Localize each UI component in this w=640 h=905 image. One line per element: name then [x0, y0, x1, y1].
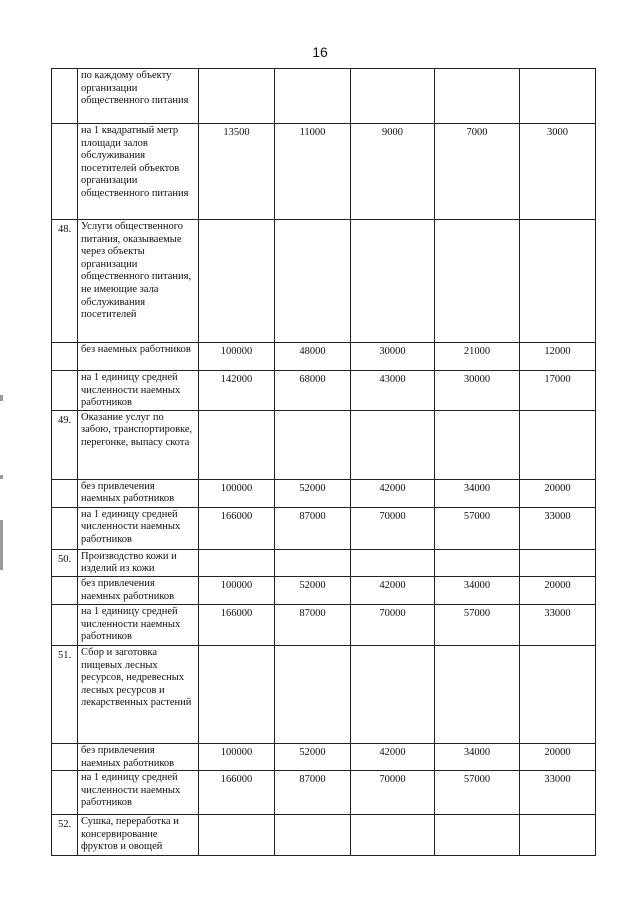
rate-value-cell: 42000 [351, 479, 435, 507]
rate-value-cell: 100000 [199, 743, 275, 770]
rate-value-cell: 30000 [351, 343, 435, 371]
row-label: Производство кожи и изделий из кожи [78, 549, 199, 576]
rate-value-cell: 20000 [520, 743, 596, 770]
row-label: на 1 единицу средней численности наемных работников [78, 771, 199, 815]
rate-value-cell: 3000 [520, 124, 596, 220]
rate-value-cell [199, 645, 275, 743]
rate-value-cell: 13500 [199, 124, 275, 220]
rate-value-cell [275, 645, 351, 743]
rate-value-cell [435, 69, 520, 124]
rate-value-cell [199, 69, 275, 124]
rate-value-cell: 33000 [520, 771, 596, 815]
rate-value-cell [520, 815, 596, 856]
rate-value-cell: 30000 [435, 371, 520, 411]
row-number: 52. [52, 815, 78, 856]
rate-value-cell: 70000 [351, 604, 435, 645]
rate-value-cell [351, 220, 435, 343]
row-number: 51. [52, 645, 78, 743]
rate-value-cell: 12000 [520, 343, 596, 371]
table-row [52, 410, 596, 479]
rate-value-cell: 43000 [351, 371, 435, 411]
rate-value-cell [351, 815, 435, 856]
rate-value-cell [199, 220, 275, 343]
rate-value-cell: 57000 [435, 771, 520, 815]
row-label: на 1 единицу средней численности наемных работников [78, 507, 199, 549]
row-number [52, 604, 78, 645]
rate-value-cell [435, 549, 520, 576]
rate-value-cell: 7000 [435, 124, 520, 220]
rate-value-cell [435, 410, 520, 479]
rate-value-cell: 34000 [435, 743, 520, 770]
table-body [52, 69, 596, 856]
rate-value-cell: 52000 [275, 479, 351, 507]
table-row [52, 69, 596, 124]
table-row [52, 343, 596, 371]
row-label: на 1 единицу средней численности наемных работников [78, 371, 199, 411]
rate-value-cell [435, 220, 520, 343]
rate-value-cell: 68000 [275, 371, 351, 411]
rate-value-cell: 87000 [275, 507, 351, 549]
rate-value-cell [520, 69, 596, 124]
rate-value-cell: 87000 [275, 604, 351, 645]
rate-value-cell: 21000 [435, 343, 520, 371]
rate-value-cell [275, 549, 351, 576]
row-number [52, 124, 78, 220]
row-number [52, 69, 78, 124]
rate-value-cell [199, 815, 275, 856]
scan-edge-mark [0, 520, 3, 570]
table-row [52, 479, 596, 507]
rate-value-cell: 52000 [275, 743, 351, 770]
rate-value-cell: 100000 [199, 479, 275, 507]
rate-value-cell: 166000 [199, 604, 275, 645]
rate-value-cell [351, 549, 435, 576]
rate-value-cell [435, 645, 520, 743]
rate-value-cell: 57000 [435, 604, 520, 645]
row-label: на 1 квадратный метр площади залов обслуживания посетителей объектов организации общественного питания [78, 124, 199, 220]
rate-value-cell: 20000 [520, 576, 596, 604]
row-label: без привлечения наемных работников [78, 576, 199, 604]
table-row [52, 815, 596, 856]
rate-value-cell [199, 410, 275, 479]
row-number [52, 743, 78, 770]
table-row [52, 549, 596, 576]
rate-value-cell [199, 549, 275, 576]
row-label: Сушка, переработка и консервирование фруктов и овощей [78, 815, 199, 856]
table-row [52, 371, 596, 411]
rate-value-cell [351, 645, 435, 743]
rate-value-cell: 33000 [520, 507, 596, 549]
row-number [52, 479, 78, 507]
rate-value-cell: 42000 [351, 576, 435, 604]
scan-edge-mark [0, 475, 3, 479]
row-label: без привлечения наемных работников [78, 479, 199, 507]
table-row [52, 576, 596, 604]
rate-value-cell [275, 220, 351, 343]
row-label: без наемных работников [78, 343, 199, 371]
rate-value-cell: 70000 [351, 507, 435, 549]
row-number [52, 507, 78, 549]
table-row [52, 771, 596, 815]
row-label: без привлечения наемных работников [78, 743, 199, 770]
rate-value-cell [520, 549, 596, 576]
rate-value-cell: 17000 [520, 371, 596, 411]
rate-value-cell: 166000 [199, 507, 275, 549]
table-row [52, 743, 596, 770]
row-number [52, 343, 78, 371]
row-label: Услуги общественного питания, оказываемые через объекты организации общественного питания, не имеющие зала обслуживания посетителей [78, 220, 199, 343]
table-row [52, 645, 596, 743]
row-label: Оказание услуг по забою, транспортировке, перегонке, выпасу скота [78, 410, 199, 479]
rate-value-cell [351, 69, 435, 124]
row-number [52, 371, 78, 411]
rate-value-cell: 34000 [435, 479, 520, 507]
rate-value-cell [520, 220, 596, 343]
row-number [52, 576, 78, 604]
rate-value-cell [275, 815, 351, 856]
row-label: по каждому объекту организации общественного питания [78, 69, 199, 124]
rate-value-cell: 34000 [435, 576, 520, 604]
rate-value-cell: 52000 [275, 576, 351, 604]
table-row [52, 220, 596, 343]
rate-value-cell: 57000 [435, 507, 520, 549]
rate-value-cell [520, 410, 596, 479]
page-number: 16 [312, 44, 328, 60]
rate-value-cell: 20000 [520, 479, 596, 507]
rate-value-cell: 48000 [275, 343, 351, 371]
rate-value-cell: 42000 [351, 743, 435, 770]
rate-value-cell: 33000 [520, 604, 596, 645]
rate-value-cell: 142000 [199, 371, 275, 411]
table-row [52, 507, 596, 549]
row-number: 48. [52, 220, 78, 343]
rate-value-cell: 70000 [351, 771, 435, 815]
row-number [52, 771, 78, 815]
rate-value-cell: 166000 [199, 771, 275, 815]
scan-edge-mark [0, 395, 3, 401]
rate-value-cell: 9000 [351, 124, 435, 220]
tax-rates-table [51, 68, 596, 856]
rate-value-cell: 100000 [199, 343, 275, 371]
row-number: 49. [52, 410, 78, 479]
rate-value-cell [520, 645, 596, 743]
table-row [52, 604, 596, 645]
row-label: на 1 единицу средней численности наемных работников [78, 604, 199, 645]
rate-value-cell: 100000 [199, 576, 275, 604]
row-label: Сбор и заготовка пищевых лесных ресурсов, недревесных лесных ресурсов и лекарственных растений [78, 645, 199, 743]
rate-value-cell [275, 410, 351, 479]
table-row [52, 124, 596, 220]
rate-value-cell [275, 69, 351, 124]
rate-value-cell [435, 815, 520, 856]
rate-value-cell [351, 410, 435, 479]
rate-value-cell: 87000 [275, 771, 351, 815]
row-number: 50. [52, 549, 78, 576]
rate-value-cell: 11000 [275, 124, 351, 220]
